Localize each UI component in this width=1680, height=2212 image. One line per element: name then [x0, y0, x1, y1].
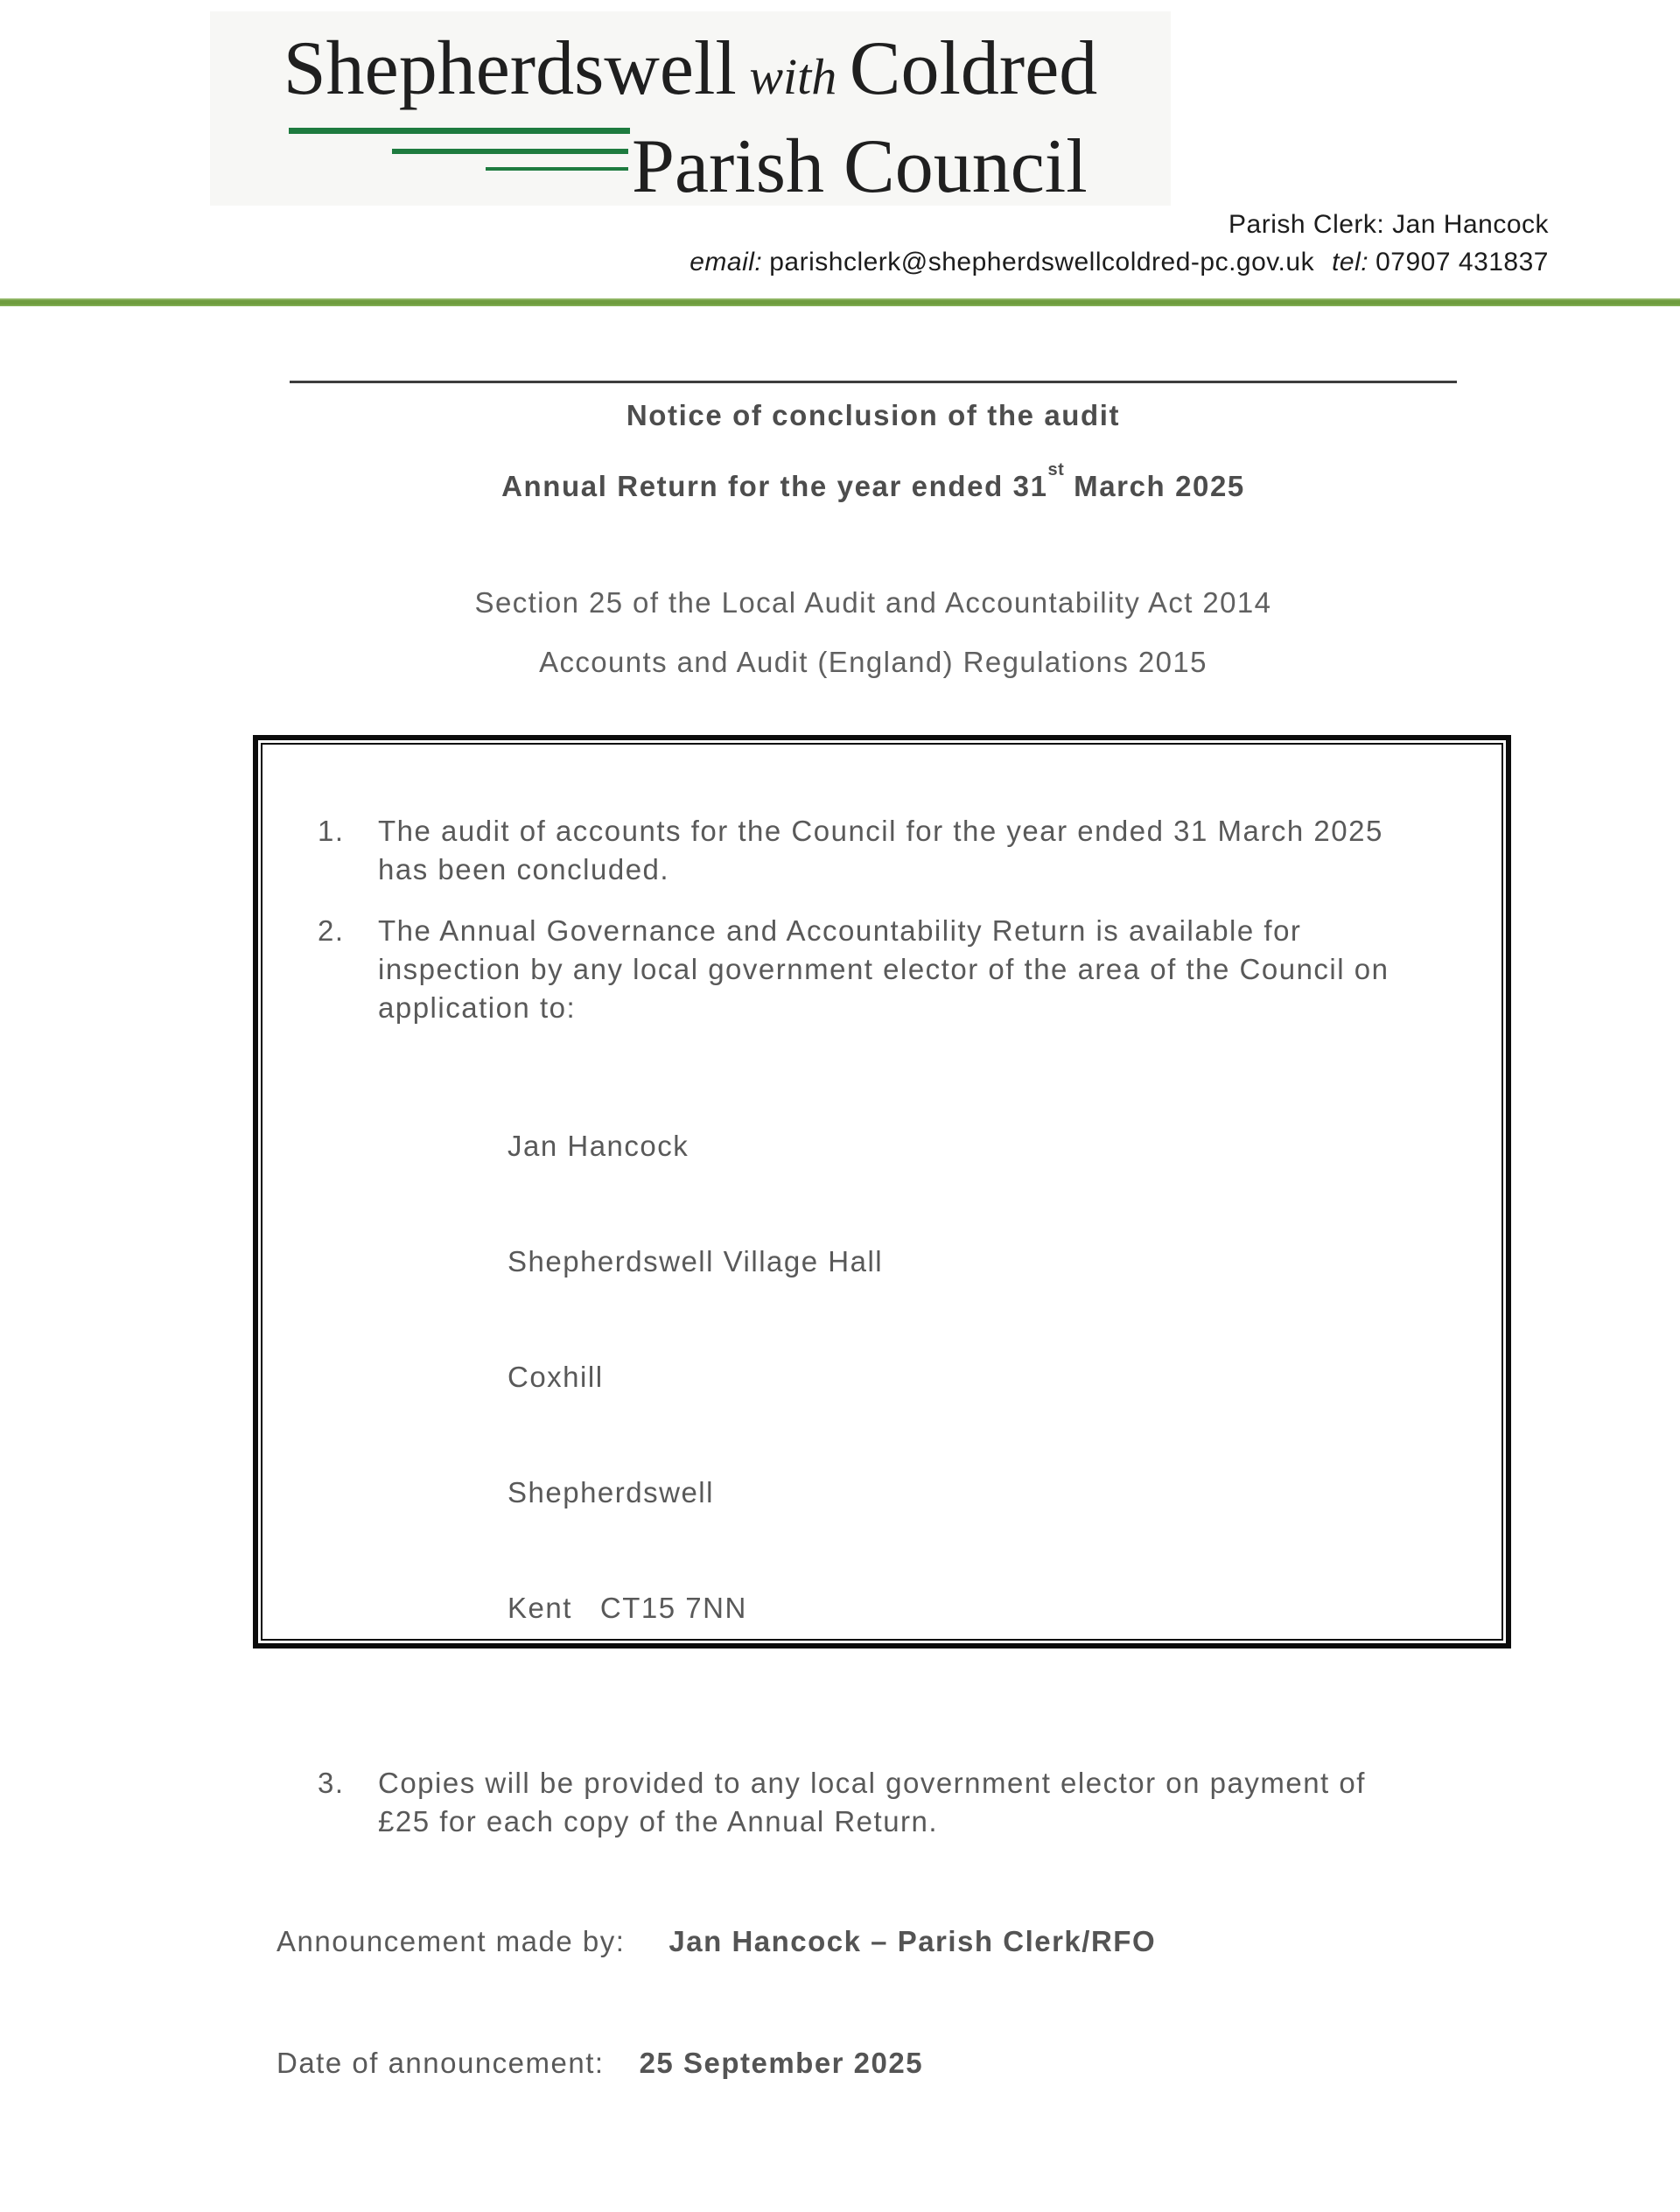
- list-item-2-text: The Annual Governance and Accountability Return is available for inspection by any local government elector of the area of the Council on application to:: [378, 914, 1390, 1024]
- list-item-3-text: Copies will be provided to any local government elector on payment of £25 for each copy of the Annual Return.: [378, 1767, 1366, 1838]
- list-item-1-text: The audit of accounts for the Council for the year ended 31 March 2025 has been concluded.: [378, 815, 1383, 886]
- notice-box: [253, 735, 1511, 2079]
- subtitle-suffix: March 2025: [1064, 470, 1245, 502]
- list-item-3-number: 3.: [318, 1767, 345, 1799]
- notice-heading-section: [290, 381, 1457, 682]
- logo-name-part1: Shepherdswell: [283, 26, 737, 111]
- logo-name-with: with: [736, 48, 850, 105]
- address-line-village: Shepherdswell: [508, 1476, 714, 1508]
- list-item-2: [318, 912, 1484, 1027]
- announcement-row: [276, 1922, 1484, 1961]
- date-value: 25 September 2025: [639, 2047, 924, 2079]
- address-line-street: Coxhill: [508, 1361, 604, 1393]
- logo-green-bar-2: [392, 149, 628, 154]
- inspection-address-block: [508, 1050, 1484, 1704]
- address-line-hall: Shepherdswell Village Hall: [508, 1245, 884, 1278]
- notice-title: Notice of conclusion of the audit: [626, 399, 1121, 431]
- parish-clerk-line: Parish Clerk: Jan Hancock: [1228, 210, 1549, 239]
- act-reference-line-1: Section 25 of the Local Audit and Accountability Act 2014: [474, 586, 1272, 619]
- address-line-name: Jan Hancock: [508, 1130, 690, 1162]
- list-item-3: [318, 1764, 1484, 1841]
- logo-name-part2: Coldred: [849, 26, 1098, 111]
- announcement-label: Announcement made by:: [276, 1925, 626, 1957]
- contact-line: [690, 248, 1549, 277]
- title-divider-line: [290, 381, 1457, 383]
- notice-box-inner: [261, 743, 1503, 2079]
- tel-value: 07907 431837: [1376, 248, 1549, 276]
- logo-parish-council-text: Parish Council: [632, 124, 1088, 209]
- council-logo: [210, 11, 1171, 209]
- logo-name-line: [210, 26, 1171, 111]
- date-of-announcement-row: [276, 2044, 1484, 2082]
- email-label: email:: [690, 248, 763, 276]
- list-item-2-number: 2.: [318, 914, 345, 947]
- notice-subtitle: [290, 461, 1457, 506]
- act-reference-line-2: Accounts and Audit (England) Regulations 2015: [539, 646, 1208, 678]
- subtitle-prefix: Annual Return for the year ended 31: [501, 470, 1048, 502]
- header-green-divider: [0, 298, 1680, 306]
- subtitle-superscript: st: [1047, 460, 1065, 480]
- list-item-1: [318, 812, 1484, 889]
- email-value: parishclerk@shepherdswellcoldred-pc.gov.uk: [769, 248, 1315, 276]
- list-item-1-number: 1.: [318, 815, 345, 847]
- tel-label: tel:: [1332, 248, 1369, 276]
- address-line-county-postcode: Kent CT15 7NN: [508, 1592, 747, 1624]
- logo-green-bar-3: [486, 167, 628, 171]
- announcement-value: Jan Hancock – Parish Clerk/RFO: [668, 1925, 1157, 1957]
- date-label: Date of announcement:: [276, 2047, 605, 2079]
- logo-green-bar-1: [289, 128, 630, 134]
